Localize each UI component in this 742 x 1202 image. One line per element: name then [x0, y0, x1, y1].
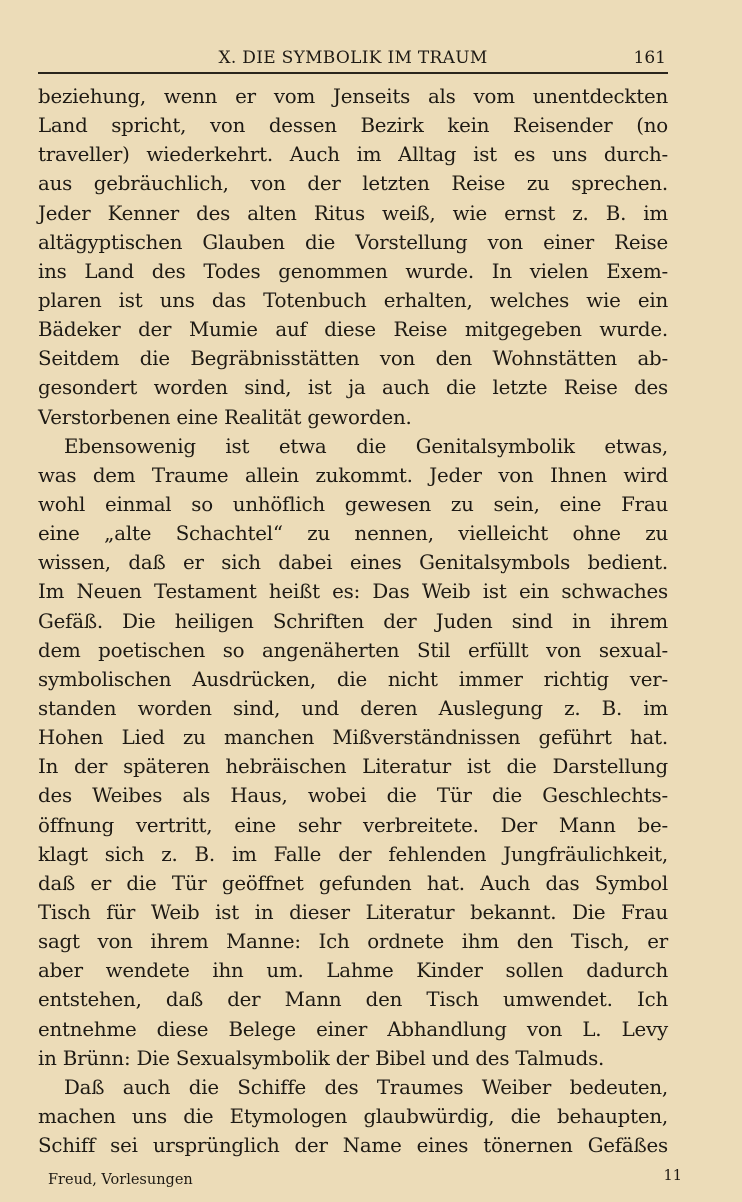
header-rule	[38, 72, 668, 74]
running-header	[38, 44, 668, 74]
text-line: Jeder Kenner des alten Ritus weiß, wie ernst z. B. im	[38, 201, 668, 225]
text-line: Im Neuen Testament heißt es: Das Weib ist ein schwaches	[38, 580, 668, 604]
text-line: Ebensowenig ist etwa die Genitalsymbolik etwas,	[64, 434, 668, 458]
chapter-title: X. DIE SYMBOLIK IM TRAUM	[218, 48, 488, 68]
text-line: Bädeker der Mumie auf diese Reise mitgegeben wurde.	[38, 318, 668, 342]
text-line: wohl einmal so unhöflich gewesen zu sein, eine Frau	[38, 492, 668, 516]
text-line: daß er die Tür geöffnet gefunden hat. Auch das Symbol	[38, 871, 668, 895]
text-line: dem poetischen so angenäherten Stil erfüllt von sexual-	[38, 638, 668, 662]
sheet-number: 11	[663, 1168, 682, 1184]
text-line: Land spricht, von dessen Bezirk kein Reisender (no	[38, 114, 668, 138]
page-footer	[48, 1168, 682, 1192]
text-line: traveller) wiederkehrt. Auch im Alltag ist es uns durch-	[38, 143, 668, 167]
text-line: wissen, daß er sich dabei eines Genitalsymbols bedient.	[38, 551, 668, 575]
text-line: entstehen, daß der Mann den Tisch umwendet. Ich	[38, 988, 668, 1012]
page-number: 161	[633, 48, 666, 68]
text-line: Seitdem die Begräbnisstätten von den Wohnstätten ab-	[38, 347, 668, 371]
signature-mark: Freud, Vorlesungen	[48, 1172, 193, 1188]
text-line: eine „alte Schachtel“ zu nennen, vielleicht ohne zu	[38, 522, 668, 546]
text-line: symbolischen Ausdrücken, die nicht immer richtig ver-	[38, 667, 668, 691]
text-line: Hohen Lied zu manchen Mißverständnissen geführt hat.	[38, 726, 668, 750]
text-line: entnehme diese Belege einer Abhandlung von L. Levy	[38, 1017, 668, 1041]
text-line: Tisch für Weib ist in dieser Literatur bekannt. Die Frau	[38, 900, 668, 924]
text-line: standen worden sind, und deren Auslegung z. B. im	[38, 696, 668, 720]
text-line: machen uns die Etymologen glaubwürdig, die behaupten,	[38, 1104, 668, 1128]
text-line: sagt von ihrem Manne: Ich ordnete ihm den Tisch, er	[38, 930, 668, 954]
text-line: aber wendete ihn um. Lahme Kinder sollen dadurch	[38, 959, 668, 983]
text-line: Verstorbenen eine Realität geworden.	[38, 405, 412, 429]
text-line: Schiff sei ursprünglich der Name eines tönernen Gefäßes	[38, 1134, 668, 1158]
text-line: des Weibes als Haus, wobei die Tür die Geschlechts-	[38, 784, 668, 808]
text-line: aus gebräuchlich, von der letzten Reise zu sprechen.	[38, 172, 668, 196]
text-line: ins Land des Todes genommen wurde. In vielen Exem-	[38, 259, 668, 283]
text-line: Gefäß. Die heiligen Schriften der Juden sind in ihrem	[38, 609, 668, 633]
text-line: in Brünn: Die Sexualsymbolik der Bibel und des Talmuds.	[38, 1046, 605, 1070]
text-line: was dem Traume allein zukommt. Jeder von Ihnen wird	[38, 463, 668, 487]
body-text	[38, 82, 668, 1160]
text-line: altägyptischen Glauben die Vorstellung von einer Reise	[38, 230, 668, 254]
text-line: klagt sich z. B. im Falle der fehlenden Jungfräulichkeit,	[38, 842, 668, 866]
text-line: Daß auch die Schiffe des Traumes Weiber bedeuten,	[64, 1075, 668, 1099]
text-line: öffnung vertritt, eine sehr verbreitete. Der Mann be-	[38, 813, 668, 837]
text-line: beziehung, wenn er vom Jenseits als vom unentdeckten	[38, 85, 668, 108]
text-line: plaren ist uns das Totenbuch erhalten, welches wie ein	[38, 288, 668, 312]
text-line: gesondert worden sind, ist ja auch die letzte Reise des	[38, 376, 668, 400]
text-line: In der späteren hebräischen Literatur ist die Darstellung	[38, 755, 668, 779]
